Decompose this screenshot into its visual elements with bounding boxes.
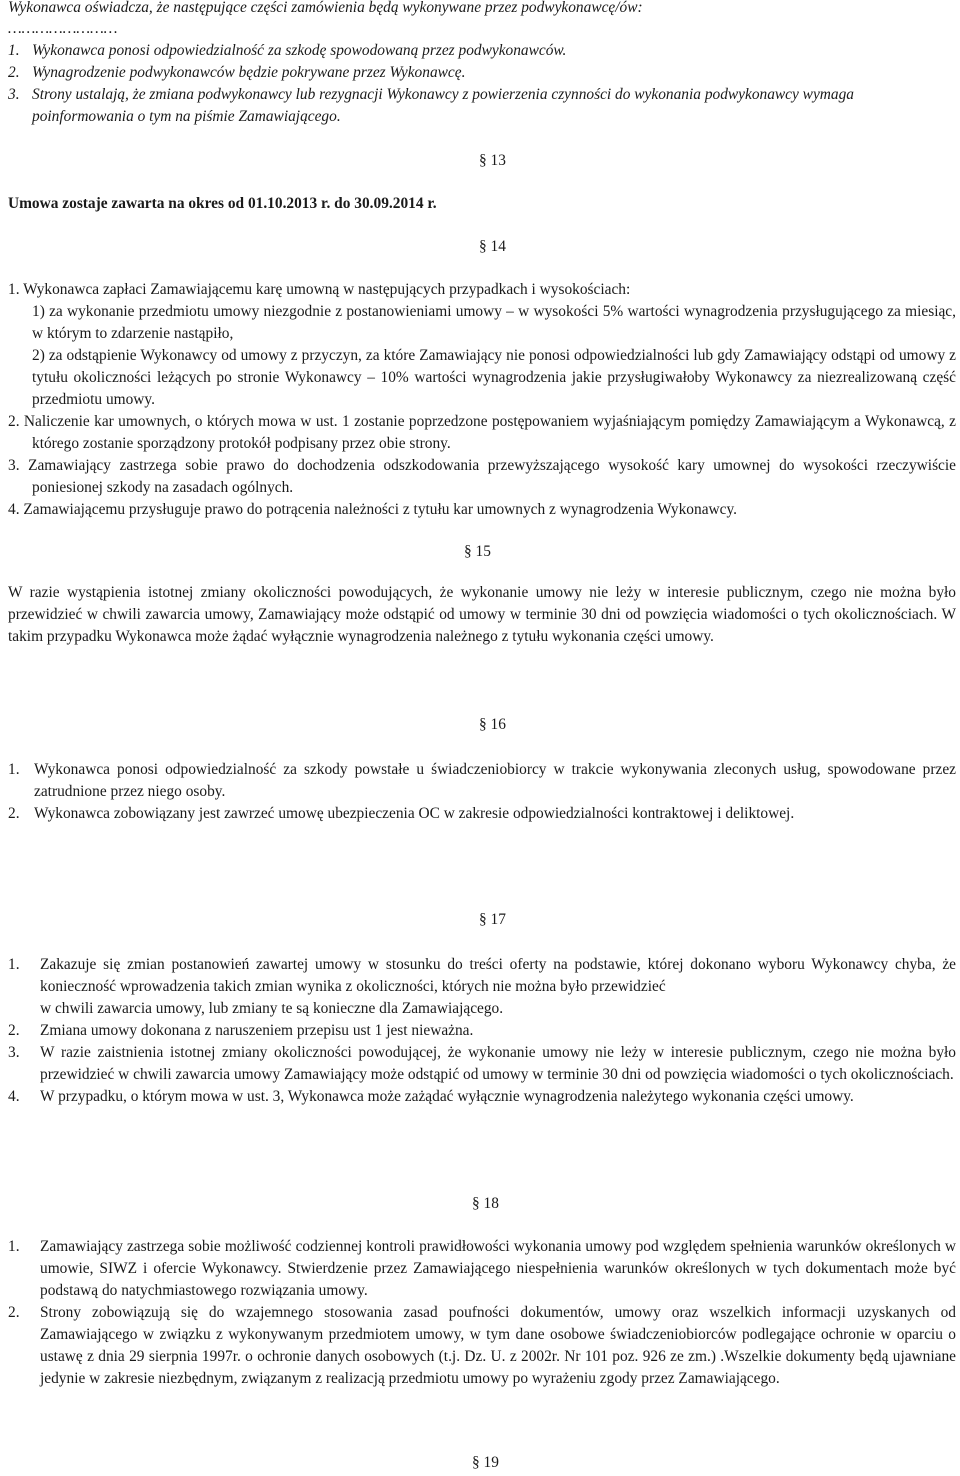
section-18-body xyxy=(8,1236,956,1390)
section-14-sub-1: 1) za wykonanie przedmiotu umowy niezgodnie z postanowieniami umowy – w wysokości 5% wartości wynagrodzenia przysługującego za miesiąc, w którym to zdarzenie nastąpiło, xyxy=(32,303,956,342)
section-17-heading: § 17 xyxy=(479,911,506,928)
intro-item-2 xyxy=(8,62,956,84)
section-16-item-1-text: Wykonawca ponosi odpowiedzialność za szkody powstałe u świadczeniobiorcy w trakcie wykonywania zleconych usług, spowodowane przez zatrudnione przez niego osoby. xyxy=(34,761,956,800)
intro-item-1-number: 1. xyxy=(8,42,20,59)
section-15-heading: § 15 xyxy=(464,543,491,560)
section-16-item-1-number: 1. xyxy=(8,761,20,778)
section-17-item-2 xyxy=(8,1020,956,1042)
intro-item-1-text: Wykonawca ponosi odpowiedzialność za szkodę spowodowaną przez podwykonawców. xyxy=(32,42,567,59)
section-14-heading: § 14 xyxy=(479,238,506,255)
intro-item-1 xyxy=(8,40,956,62)
intro-item-3-text: Strony ustalają, że zmiana podwykonawcy lub rezygnacji Wykonawcy z powierzenia czynności do wykonania podwykonawcy wymaga poinformowania o tym na piśmie Zamawiającego. xyxy=(32,86,854,125)
section-17-item-4-text: W przypadku, o którym mowa w ust. 3, Wykonawca może zażądać wyłącznie wynagrodzenia należytego wykonania części umowy. xyxy=(40,1088,854,1105)
section-17-item-1-content xyxy=(40,954,956,1020)
section-14-body xyxy=(8,279,956,521)
intro-item-2-text: Wynagrodzenie podwykonawców będzie pokrywane przez Wykonawcę. xyxy=(32,64,466,81)
section-13-heading: § 13 xyxy=(479,152,506,169)
section-14-sub-2: 2) za odstąpienie Wykonawcy od umowy z przyczyn, za które Zamawiający nie ponosi odpowiedzialności lub gdy Zamawiający odstąpi od umowy z tytułu okoliczności leżących po stronie Wykonawcy – 10% wartości wynagrodzenia jakie przysługiwałoby Wykonawcy za niezrealizowaną część przedmiotu umowy. xyxy=(32,347,956,408)
intro-heading: Wykonawca oświadcza, że następujące części zamówienia będą wykonywane przez podwykonawcę/ów: xyxy=(8,0,643,16)
section-16-item-2-text: Wykonawca zobowiązany jest zawrzeć umowę ubezpieczenia OC w zakresie odpowiedzialności kontraktowej i deliktowej. xyxy=(34,805,795,822)
section-18-item-2-text: Strony zobowiązują się do wzajemnego stosowania zasad poufności dokumentów, umowy oraz wszelkich informacji uzyskanych od Zamawiającego w związku z wykonywanym przedmiotem umowy, w tym dane osobowe świadczeniobiorców podlegające ochronie w oparciu o ustawę z dnia 29 sierpnia 1997r. o ochronie danych osobowych (t.j. Dz. U. z 2002r. Nr 101 poz. 926 ze zm.) .Wszelkie dokumenty będą ujawniane jedynie w zakresie niezbędnym, związanym z realizacją przedmiotu umowy po wyrażeniu zgody przez Zamawiającego. xyxy=(40,1304,956,1387)
section-14-item-4: 4. Zamawiającemu przysługuje prawo do potrącenia należności z tytułu kar umownych z wynagrodzenia Wykonawcy. xyxy=(8,501,738,518)
intro-item-3 xyxy=(8,84,956,128)
section-14-item-2: 2. Naliczenie kar umownych, o których mowa w ust. 1 zostanie poprzedzone postępowaniem wyjaśniającym pomiędzy Zamawiającym a Wykonawcą, z którego zostanie sporządzony protokół podpisany przez obie strony. xyxy=(8,413,956,452)
section-18-item-1-text: Zamawiający zastrzega sobie możliwość codziennej kontroli prawidłowości wykonania umowy pod względem spełnienia warunków określonych w umowie, SIWZ i ofercie Wykonawcy. Stwierdzenie przez Zamawiającego niespełnienia warunków określonych w tych dokumentach może być podstawą do natychmiastowego rozwiązania umowy. xyxy=(40,1238,956,1299)
section-16-item-2 xyxy=(8,803,956,825)
section-16-item-2-number: 2. xyxy=(8,805,20,822)
section-18-item-2-number: 2. xyxy=(8,1304,20,1321)
intro-item-3-number: 3. xyxy=(8,86,20,103)
section-14-item-1: 1. Wykonawca zapłaci Zamawiającemu karę umowną w następujących przypadkach i wysokościach: xyxy=(8,281,631,298)
section-17-item-1 xyxy=(8,954,956,1020)
section-16-body xyxy=(8,759,956,825)
section-17-item-1-text: Zakazuje się zmian postanowień zawartej umowy w stosunku do treści oferty na podstawie, której dokonano wyboru Wykonawcy chyba, że konieczność wprowadzenia takich zmian wynika z okoliczności, których nie można było przewidzieć xyxy=(40,956,956,995)
section-17-item-4 xyxy=(8,1086,956,1108)
section-18-heading: § 18 xyxy=(472,1195,499,1212)
section-18-item-1-number: 1. xyxy=(8,1238,20,1255)
section-16-heading: § 16 xyxy=(479,716,506,733)
intro-item-2-number: 2. xyxy=(8,64,20,81)
section-17-item-2-text: Zmiana umowy dokonana z naruszeniem przepisu ust 1 jest nieważna. xyxy=(40,1022,474,1039)
section-17-item-3-number: 3. xyxy=(8,1044,20,1061)
section-17-item-3 xyxy=(8,1042,956,1086)
section-13-text: Umowa zostaje zawarta na okres od 01.10.2013 r. do 30.09.2014 r. xyxy=(8,195,437,212)
section-14-item-3: 3. Zamawiający zastrzega sobie prawo do dochodzenia odszkodowania przewyższającego wysokość kary umownej do wysokości rzeczywiście poniesionej szkody na zasadach ogólnych. xyxy=(8,457,956,496)
section-17-item-1-text-cont: w chwili zawarcia umowy, lub zmiany te są konieczne dla Zamawiającego. xyxy=(40,1000,504,1017)
section-17-body xyxy=(8,954,956,1108)
section-17-item-2-number: 2. xyxy=(8,1022,20,1039)
subcontractor-intro xyxy=(8,0,956,128)
section-15-text: W razie wystąpienia istotnej zmiany okoliczności powodujących, że wykonanie umowy nie leży w interesie publicznym, czego nie można było przewidzieć w chwili zawarcia umowy, Zamawiający może odstąpić od umowy w terminie 30 dni od powzięcia wiadomości o tych okolicznościach. W takim przypadku Wykonawca może żądać wyłącznie wynagrodzenia należnego z tytułu wykonania części umowy. xyxy=(8,584,956,645)
section-17-item-3-text: W razie zaistnienia istotnej zmiany okoliczności powodującej, że wykonanie umowy nie leży w interesie publicznym, czego nie można było przewidzieć w chwili zawarcia umowy Zamawiający może odstąpić od umowy w terminie 30 dni od powzięcia wiadomości o tych okolicznościach. xyxy=(40,1044,956,1083)
intro-dots: …………………… xyxy=(8,20,118,37)
section-18-item-1 xyxy=(8,1236,956,1302)
section-19-heading: § 19 xyxy=(472,1454,499,1471)
section-17-item-4-number: 4. xyxy=(8,1088,20,1105)
section-17-item-1-number: 1. xyxy=(8,956,20,973)
section-16-item-1 xyxy=(8,759,956,803)
section-18-item-2 xyxy=(8,1302,956,1390)
